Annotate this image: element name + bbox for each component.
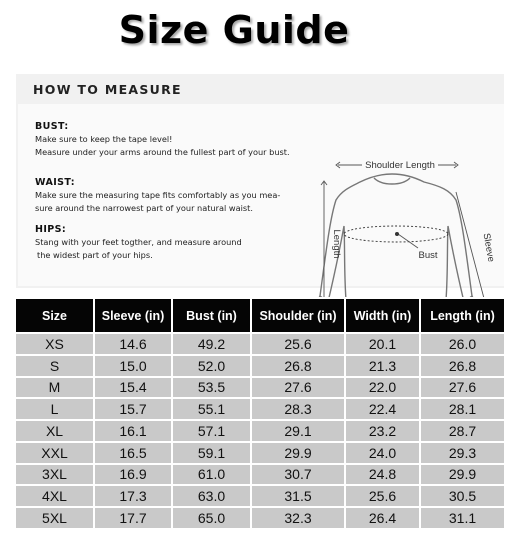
cell-shoulder: 29.9 — [251, 442, 345, 464]
hips-instructions — [35, 223, 320, 261]
hips-line-2: the widest part of your hips. — [37, 249, 153, 260]
cell-width: 25.6 — [345, 485, 420, 507]
cell-size: XS — [15, 333, 94, 355]
cell-size: 5XL — [15, 507, 94, 529]
cell-shoulder: 30.7 — [251, 464, 345, 486]
cell-length: 27.6 — [420, 377, 505, 399]
cell-sleeve: 15.7 — [94, 398, 172, 420]
header-width: Width (in) — [345, 298, 420, 333]
hips-line-1: Stang with your feet togther, and measure around — [35, 237, 242, 247]
page-title: Size Guide — [118, 8, 350, 52]
header-shoulder: Shoulder (in) — [251, 298, 345, 333]
cell-size: S — [15, 355, 94, 377]
cell-sleeve: 16.1 — [94, 420, 172, 442]
table-row — [15, 355, 505, 377]
table-row — [15, 485, 505, 507]
shoulder-length-label: Shoulder Length — [365, 160, 435, 171]
how-to-measure-heading: HOW TO MEASURE — [33, 82, 182, 97]
table-row — [15, 333, 505, 355]
cell-length: 28.1 — [420, 398, 505, 420]
size-table-body — [15, 333, 505, 529]
cell-bust: 53.5 — [172, 377, 251, 399]
size-table-header-row — [15, 298, 505, 333]
cell-width: 23.2 — [345, 420, 420, 442]
cell-shoulder: 29.1 — [251, 420, 345, 442]
cell-shoulder: 32.3 — [251, 507, 345, 529]
cell-sleeve: 15.4 — [94, 377, 172, 399]
table-row — [15, 398, 505, 420]
header-sleeve: Sleeve (in) — [94, 298, 172, 333]
bust-label: BUST: — [35, 121, 69, 132]
waist-line-2: sure around the narrowest part of your natural waist. — [35, 202, 253, 213]
cell-bust: 49.2 — [172, 333, 251, 355]
table-row — [15, 507, 505, 529]
bust-line-1: Make sure to keep the tape level! — [35, 134, 173, 144]
table-row — [15, 442, 505, 464]
bust-instructions — [35, 120, 320, 158]
sleeve-label: Sleeve — [480, 232, 497, 263]
cell-bust: 59.1 — [172, 442, 251, 464]
cell-shoulder: 27.6 — [251, 377, 345, 399]
cell-size: 3XL — [15, 464, 94, 486]
cell-sleeve: 15.0 — [94, 355, 172, 377]
cell-sleeve: 16.5 — [94, 442, 172, 464]
cell-width: 26.4 — [345, 507, 420, 529]
cell-length: 26.8 — [420, 355, 505, 377]
bust-diagram-label: Bust — [418, 250, 438, 261]
cell-width: 21.3 — [345, 355, 420, 377]
cell-bust: 55.1 — [172, 398, 251, 420]
cell-shoulder: 28.3 — [251, 398, 345, 420]
cell-length: 31.1 — [420, 507, 505, 529]
table-row — [15, 464, 505, 486]
cell-width: 20.1 — [345, 333, 420, 355]
cell-bust: 63.0 — [172, 485, 251, 507]
size-table — [14, 297, 506, 530]
cell-size: XXL — [15, 442, 94, 464]
cell-width: 24.0 — [345, 442, 420, 464]
cell-length: 29.9 — [420, 464, 505, 486]
cell-length: 26.0 — [420, 333, 505, 355]
cell-shoulder: 26.8 — [251, 355, 345, 377]
cell-width: 22.0 — [345, 377, 420, 399]
cell-size: 4XL — [15, 485, 94, 507]
cell-bust: 61.0 — [172, 464, 251, 486]
cell-sleeve: 17.7 — [94, 507, 172, 529]
cell-shoulder: 31.5 — [251, 485, 345, 507]
length-label: Length — [331, 229, 342, 259]
waist-instructions — [35, 176, 320, 214]
cell-size: M — [15, 377, 94, 399]
cell-width: 24.8 — [345, 464, 420, 486]
cell-shoulder: 25.6 — [251, 333, 345, 355]
cell-size: L — [15, 398, 94, 420]
waist-line-1: Make sure the measuring tape fits comfortably as you mea- — [35, 190, 281, 200]
cell-length: 29.3 — [420, 442, 505, 464]
cell-size: XL — [15, 420, 94, 442]
header-size: Size — [15, 298, 94, 333]
bust-line-2: Measure under your arms around the fullest part of your bust. — [35, 146, 290, 157]
cell-length: 28.7 — [420, 420, 505, 442]
cell-sleeve: 14.6 — [94, 333, 172, 355]
cell-bust: 65.0 — [172, 507, 251, 529]
header-bust: Bust (in) — [172, 298, 251, 333]
cell-bust: 57.1 — [172, 420, 251, 442]
waist-label: WAIST: — [35, 177, 75, 188]
cell-sleeve: 17.3 — [94, 485, 172, 507]
table-row — [15, 420, 505, 442]
table-row — [15, 377, 505, 399]
hips-label: HIPS: — [35, 224, 67, 235]
cell-sleeve: 16.9 — [94, 464, 172, 486]
cell-width: 22.4 — [345, 398, 420, 420]
cell-length: 30.5 — [420, 485, 505, 507]
cell-bust: 52.0 — [172, 355, 251, 377]
header-length: Length (in) — [420, 298, 505, 333]
